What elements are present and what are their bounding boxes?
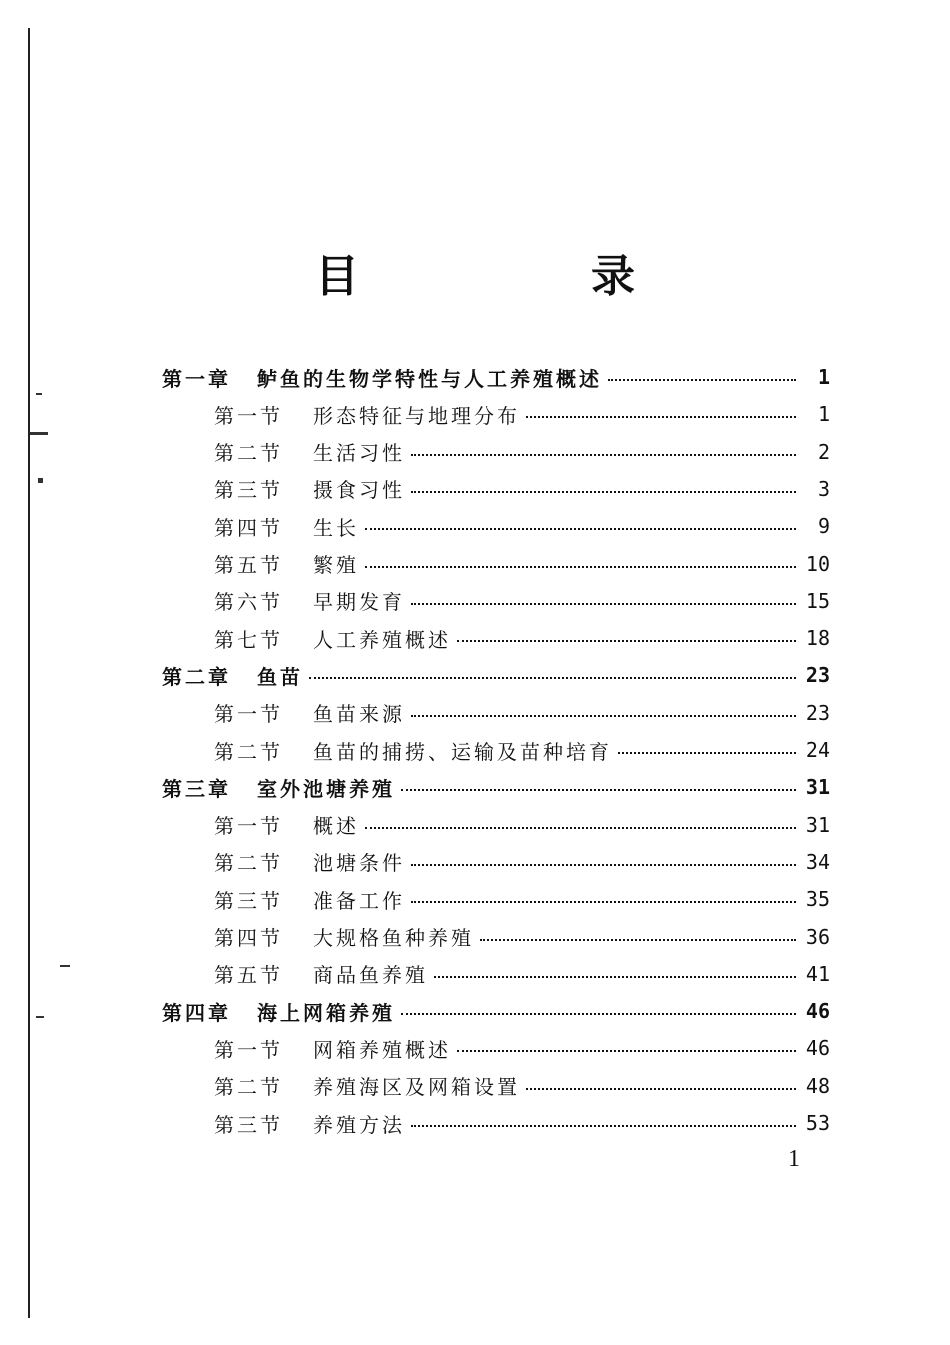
section-title: 鱼苗的捕捞、运输及苗种培育 — [313, 739, 612, 764]
toc-page-ref: 3 — [817, 476, 830, 501]
section-label: 第一节 — [214, 403, 283, 428]
dot-leader — [365, 566, 796, 568]
toc-page-ref: 15 — [805, 588, 830, 613]
toc-title: 目 录 — [315, 251, 729, 302]
section-label: 第三节 — [214, 1112, 283, 1137]
scan-mark — [36, 1016, 44, 1018]
section-title: 概述 — [313, 814, 359, 839]
section-label: 第四节 — [214, 515, 283, 540]
section-title: 摄食习性 — [313, 478, 405, 503]
toc-section-row — [214, 1108, 830, 1138]
toc-page-ref: 24 — [805, 738, 830, 762]
dot-leader — [411, 454, 796, 456]
toc-section-row — [214, 474, 830, 504]
chapter-label: 第三章 — [162, 776, 231, 801]
toc-section-row — [214, 437, 830, 467]
section-label: 第七节 — [214, 627, 283, 652]
section-label: 第二节 — [214, 851, 283, 876]
dot-leader — [365, 528, 796, 530]
toc-page-ref: 36 — [805, 924, 830, 949]
toc-page-ref: 23 — [805, 700, 830, 725]
section-title: 养殖方法 — [313, 1112, 405, 1137]
toc-page-ref: 31 — [805, 812, 830, 837]
toc-section-row — [214, 1071, 830, 1101]
toc-page-ref: 46 — [805, 999, 830, 1024]
dot-leader — [411, 715, 796, 717]
chapter-title: 室外池塘养殖 — [257, 776, 395, 801]
dot-leader — [618, 752, 796, 754]
chapter-title: 鲈鱼的生物学特性与人工养殖概述 — [257, 366, 602, 391]
toc-section-row — [214, 922, 830, 952]
toc-chapter-row — [162, 996, 830, 1026]
section-title: 网箱养殖概述 — [313, 1037, 451, 1062]
dot-leader — [608, 379, 796, 381]
chapter-label: 第二章 — [162, 664, 231, 689]
dot-leader — [401, 1013, 796, 1015]
dot-leader — [411, 603, 796, 605]
toc-section-row — [214, 586, 830, 616]
dot-leader — [457, 640, 796, 642]
toc-page-ref: 35 — [805, 887, 830, 912]
dot-leader — [411, 491, 796, 493]
section-title: 早期发育 — [313, 590, 405, 615]
section-title: 繁殖 — [313, 553, 359, 577]
toc-chapter-row — [162, 362, 830, 392]
toc-page-ref: 10 — [805, 551, 830, 576]
toc-section-row — [214, 847, 830, 877]
section-label: 第五节 — [214, 963, 283, 988]
section-title: 大规格鱼种养殖 — [313, 926, 474, 950]
section-label: 第一节 — [214, 814, 283, 839]
toc-page-ref: 41 — [805, 961, 830, 986]
section-label: 第二节 — [214, 739, 283, 764]
section-title: 池塘条件 — [313, 851, 405, 876]
dot-leader — [411, 901, 796, 903]
dot-leader — [401, 789, 796, 791]
toc-section-row — [214, 399, 830, 429]
chapter-title: 鱼苗 — [257, 664, 303, 689]
section-label: 第二节 — [214, 441, 283, 466]
toc-page-ref: 34 — [805, 849, 830, 874]
toc-page-ref: 53 — [805, 1111, 830, 1135]
toc-section-row — [214, 623, 830, 653]
dot-leader — [309, 677, 796, 679]
toc-section-row — [214, 511, 830, 541]
section-label: 第二节 — [214, 1075, 283, 1100]
section-label: 第四节 — [214, 926, 283, 950]
section-title: 鱼苗来源 — [313, 702, 405, 727]
section-label: 第六节 — [214, 590, 283, 615]
toc-page-ref: 18 — [805, 626, 830, 651]
scan-mark — [38, 478, 43, 483]
section-label: 第三节 — [214, 888, 283, 913]
toc-page-ref: 48 — [805, 1073, 830, 1098]
toc-page-ref: 1 — [817, 365, 830, 389]
dot-leader — [526, 416, 796, 418]
toc-chapter-row — [162, 772, 830, 802]
chapter-label: 第一章 — [162, 366, 231, 391]
dot-leader — [526, 1088, 796, 1090]
section-label: 第一节 — [214, 1037, 283, 1062]
toc-page-ref: 46 — [805, 1036, 830, 1061]
dot-leader — [480, 939, 796, 941]
chapter-label: 第四章 — [162, 1000, 231, 1025]
toc-section-row — [214, 698, 830, 728]
toc-page-ref: 31 — [805, 775, 830, 800]
dot-leader — [434, 976, 796, 978]
page-number: 1 — [788, 1146, 800, 1172]
section-title: 准备工作 — [313, 888, 405, 913]
dot-leader — [411, 864, 796, 866]
toc-chapter-row — [162, 660, 830, 690]
toc-section-row — [214, 1033, 830, 1063]
toc-page-ref: 1 — [817, 402, 830, 427]
section-label: 第五节 — [214, 553, 283, 577]
toc-page-ref: 9 — [817, 514, 830, 539]
dot-leader — [411, 1125, 796, 1127]
section-title: 生长 — [313, 515, 359, 540]
section-label: 第三节 — [214, 478, 283, 503]
scan-mark — [36, 393, 42, 395]
scan-mark — [30, 432, 48, 435]
binding-edge-line — [28, 28, 30, 1318]
toc-section-row — [214, 735, 830, 765]
toc-page-ref: 23 — [805, 663, 830, 688]
toc-page-ref: 2 — [817, 439, 830, 464]
section-title: 养殖海区及网箱设置 — [313, 1075, 520, 1100]
section-title: 商品鱼养殖 — [313, 963, 428, 988]
chapter-title: 海上网箱养殖 — [257, 1000, 395, 1025]
section-title: 生活习性 — [313, 441, 405, 466]
scan-mark — [60, 965, 70, 967]
toc-section-row — [214, 959, 830, 989]
toc-section-row — [214, 549, 830, 579]
section-label: 第一节 — [214, 702, 283, 727]
dot-leader — [365, 827, 796, 829]
toc-section-row — [214, 884, 830, 914]
toc-section-row — [214, 810, 830, 840]
section-title: 人工养殖概述 — [313, 627, 451, 652]
section-title: 形态特征与地理分布 — [313, 403, 520, 428]
dot-leader — [457, 1050, 796, 1052]
